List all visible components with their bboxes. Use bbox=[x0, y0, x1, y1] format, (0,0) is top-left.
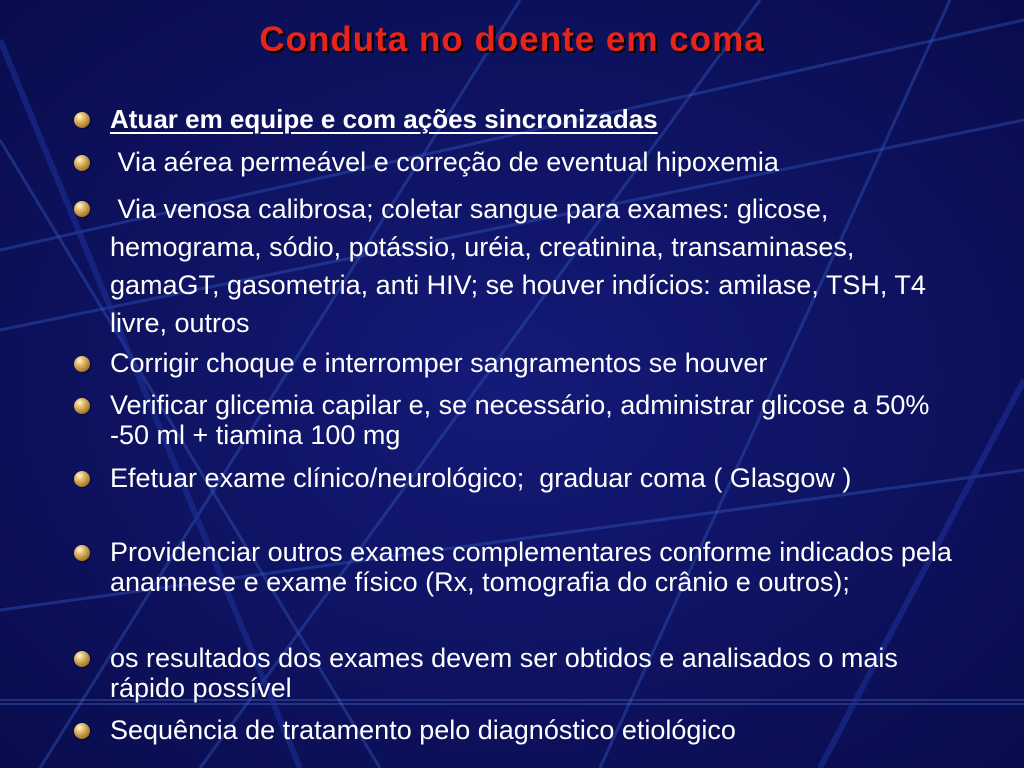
bullet-text: Providenciar outros exames complementares conforme indicados pela anamnese e exame físico (Rx, tomografia do crânio e outros); bbox=[110, 537, 960, 597]
bullet-ball-icon bbox=[74, 398, 90, 414]
bullet-list bbox=[74, 0, 974, 768]
bullet-ball-icon bbox=[74, 651, 90, 667]
bullet-ball-icon bbox=[74, 155, 90, 171]
bullet-ball-icon bbox=[74, 471, 90, 487]
bullet-ball-icon bbox=[74, 356, 90, 372]
bullet-text: Sequência de tratamento pelo diagnóstico etiológico bbox=[110, 715, 736, 745]
bullet-ball-icon bbox=[74, 112, 90, 128]
bullet-text: Atuar em equipe e com ações sincronizadas bbox=[110, 104, 658, 134]
bullet-ball-icon bbox=[74, 545, 90, 561]
bullet-text: os resultados dos exames devem ser obtidos e analisados o mais rápido possível bbox=[110, 643, 906, 703]
bullet-text: Verificar glicemia capilar e, se necessário, administrar glicose a 50% -50 ml + tiamina 100 mg bbox=[110, 390, 937, 450]
bullet-text: Via venosa calibrosa; coletar sangue para exames: glicose, hemograma, sódio, potássio, uréia, creatinina, transaminases, gamaGT, gasometria, anti HIV; se houver indícios: amilase, TSH, T4 livre, outros bbox=[110, 194, 934, 338]
bullet-text: Efetuar exame clínico/neurológico; graduar coma ( Glasgow ) bbox=[110, 463, 852, 493]
slide-title: Conduta no doente em coma bbox=[259, 20, 765, 59]
bullet-ball-icon bbox=[74, 201, 90, 217]
bullet-ball-icon bbox=[74, 723, 90, 739]
bullet-text: Via aérea permeável e correção de eventual hipoxemia bbox=[110, 147, 779, 177]
bullet-text: Corrigir choque e interromper sangramentos se houver bbox=[110, 348, 768, 378]
